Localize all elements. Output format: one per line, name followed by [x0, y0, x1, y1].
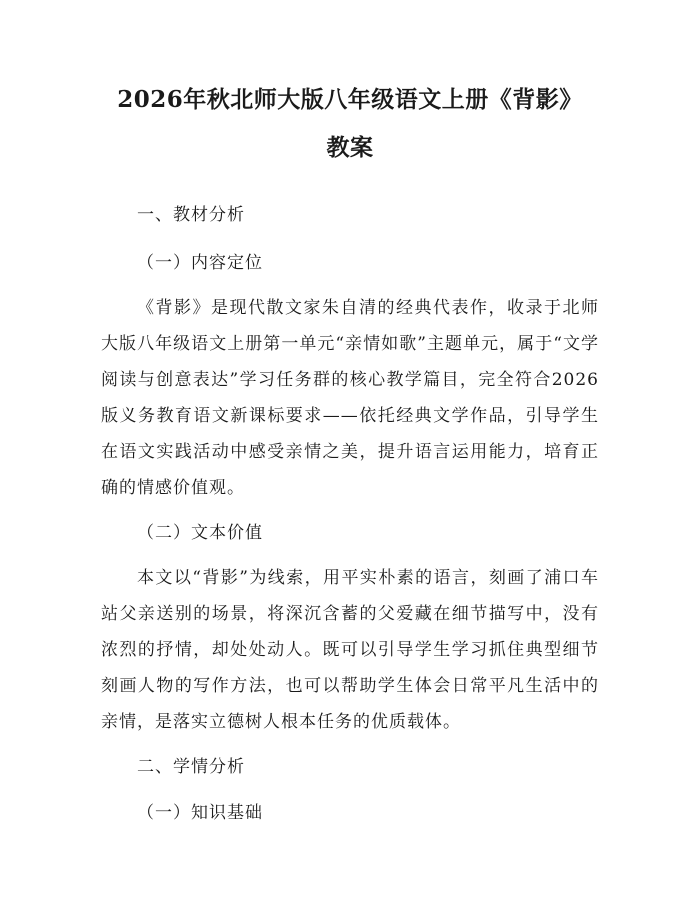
title-line-2: 教案 — [326, 134, 374, 161]
document-title — [101, 76, 599, 172]
paragraph-text-value: 本文以“背影”为线索，用平实朴素的语言，刻画了浦口车站父亲送别的场景，将深沉含蓄的父爱藏在细节描写中，没有浓烈的抒情，却处处动人。既可以引导学生学习抓住典型细节刻画人物的写作方法，也可以帮助学生体会日常平凡生活中的亲情，是落实立德树人根本任务的优质载体。 — [101, 568, 599, 732]
subsection-heading-text-value: （二）文本价值 — [137, 523, 263, 543]
subsection-heading-content-positioning: （一）内容定位 — [137, 253, 263, 273]
title-line-1: 2026年秋北师大版八年级语文上册《背影》 — [117, 86, 583, 113]
section-heading-learner-analysis: 二、学情分析 — [137, 757, 245, 777]
subsection-heading-knowledge-foundation: （一）知识基础 — [137, 803, 263, 823]
paragraph-content-positioning: 《背影》是现代散文家朱自清的经典代表作，收录于北师大版八年级语文上册第一单元“亲情如歌”主题单元，属于“文学阅读与创意表达”学习任务群的核心教学篇目，完全符合2026版义务教育语文新课标要求——依托经典文学作品，引导学生在语文实践活动中感受亲情之美，提升语言运用能力，培育正确的情感价值观。 — [101, 298, 599, 498]
section-heading-teaching-material-analysis: 一、教材分析 — [137, 205, 245, 225]
